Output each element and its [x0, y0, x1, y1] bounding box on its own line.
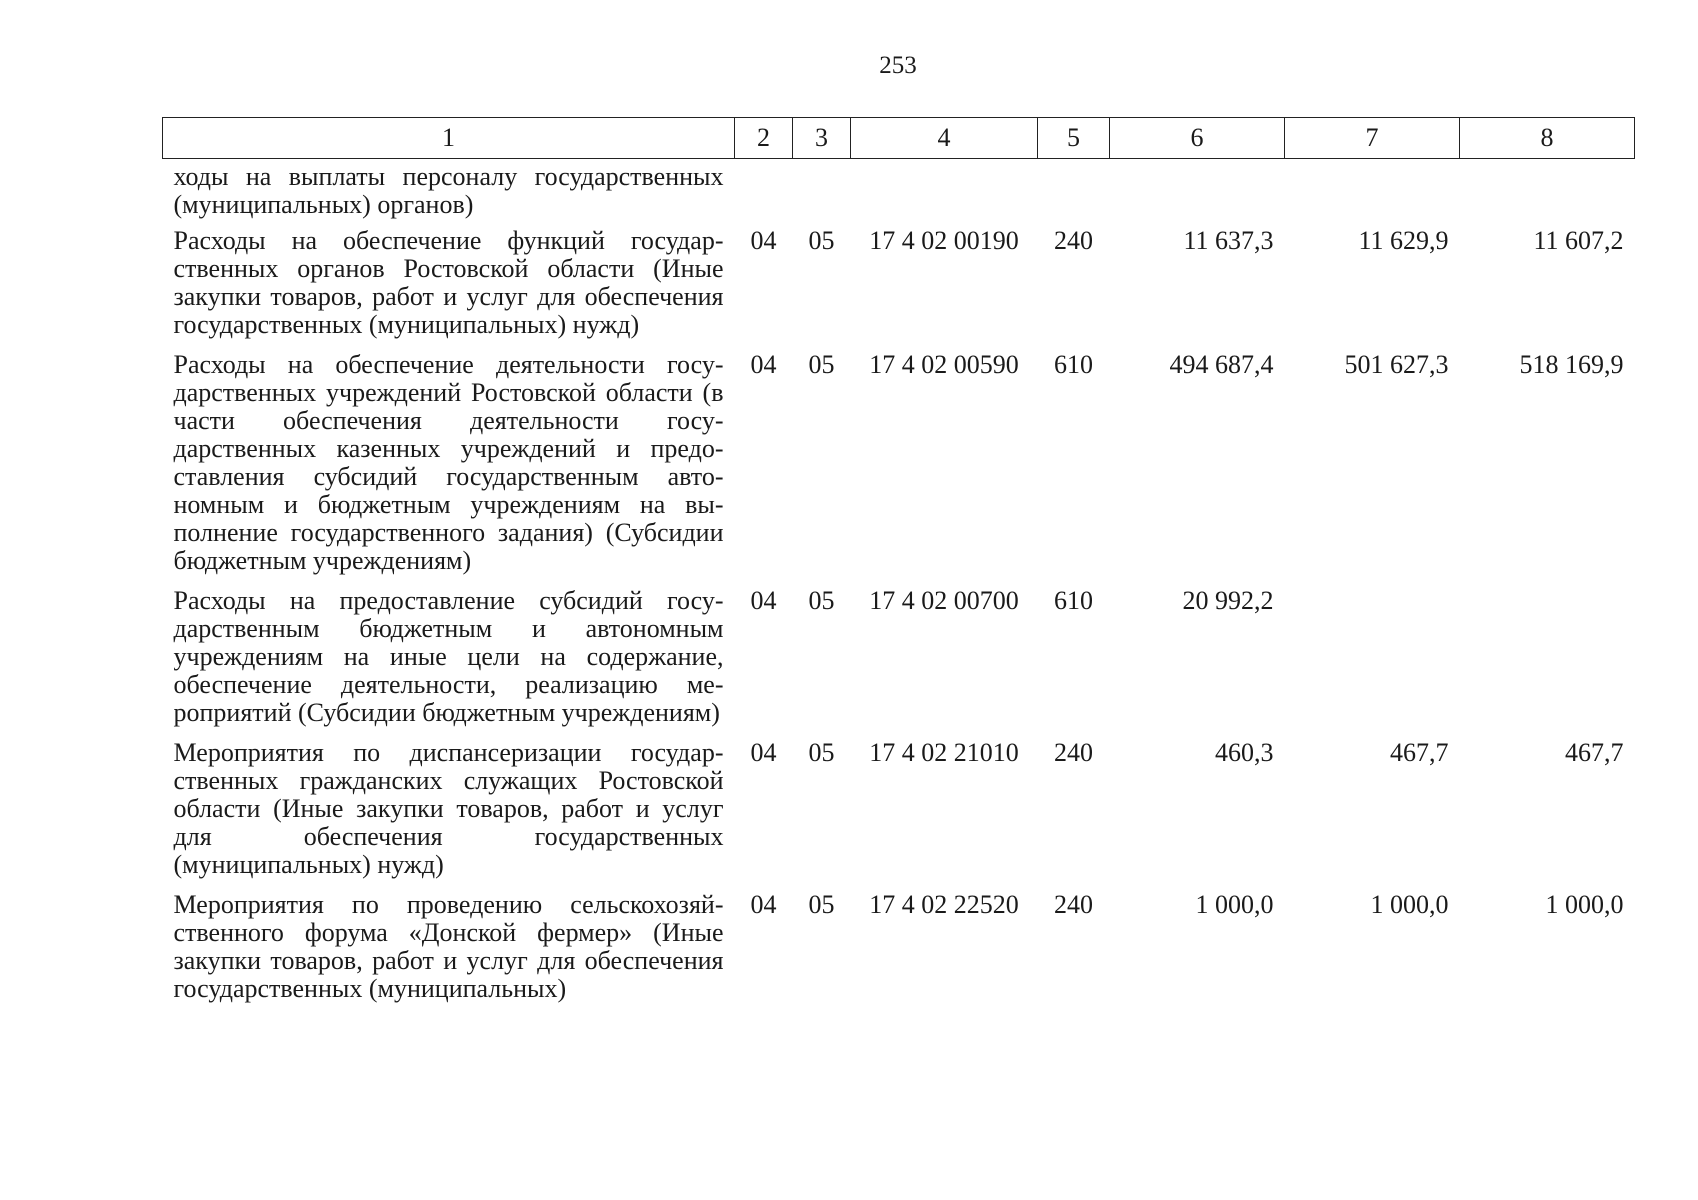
row-amount-year2: 501 627,3: [1344, 350, 1449, 379]
table-row-continued: [163, 159, 1635, 228]
column-header: 8: [1460, 118, 1635, 159]
row-description: Расходы на предоставление субсидий государственным бюджетным и автономным учреждениям на иные цели на содержание, обеспечение деятельности, реализацию мероприятий (Субсидии бюджетным учреждениям): [173, 586, 724, 727]
row-subsection-code: 05: [808, 350, 835, 379]
budget-table: [162, 117, 1635, 1015]
row-target-article: 17 4 02 00190: [869, 226, 1019, 255]
row-subsection-code: 05: [808, 226, 835, 255]
row-section-code: 04: [750, 586, 777, 615]
row-target-article: 17 4 02 22520: [869, 890, 1019, 919]
row-section-code: 04: [750, 350, 777, 379]
row-description: Расходы на обеспечение деятельности государственных учреждений Ростовской области (в части обеспечения деятельности государственных казенных учреждений и предоставления субсидий государственным автономным и бюджетным учреждениям на выполнение государственного задания) (Субсидии бюджетным учреждениям): [173, 350, 724, 575]
row-expense-type: 610: [1054, 586, 1093, 615]
row-section-code: 04: [750, 738, 777, 767]
row-amount-year1: 494 687,4: [1169, 350, 1274, 379]
row-amount-year2: 11 629,9: [1358, 226, 1449, 255]
row-target-article: 17 4 02 00700: [869, 586, 1019, 615]
row-expense-type: 240: [1054, 738, 1093, 767]
column-header: 3: [793, 118, 851, 159]
row-subsection-code: 05: [808, 738, 835, 767]
column-header: 6: [1110, 118, 1285, 159]
row-amount-year2: 467,7: [1390, 738, 1449, 767]
row-description: ходы на выплаты персоналу государственных (муниципальных) органов): [173, 162, 724, 219]
table-row: [163, 587, 1635, 739]
row-expense-type: 240: [1054, 890, 1093, 919]
row-description: Расходы на обеспечение функций государственных органов Ростовской области (Иные закупки товаров, работ и услуг для обеспечения государственных (муниципальных) нужд): [173, 226, 724, 339]
table-row: [163, 227, 1635, 351]
row-section-code: 04: [750, 226, 777, 255]
row-amount-year1: 20 992,2: [1182, 586, 1274, 615]
column-header: 7: [1285, 118, 1460, 159]
row-description: Мероприятия по диспансеризации государственных гражданских служащих Ростовской области (Иные закупки товаров, работ и услуг для обеспечения государственных (муниципальных) нужд): [173, 738, 724, 879]
row-subsection-code: 05: [808, 586, 835, 615]
page-number: 253: [879, 52, 917, 79]
row-target-article: 17 4 02 00590: [869, 350, 1019, 379]
row-subsection-code: 05: [808, 890, 835, 919]
row-expense-type: 610: [1054, 350, 1093, 379]
column-header: 2: [735, 118, 793, 159]
row-amount-year3: 11 607,2: [1533, 226, 1624, 255]
row-amount-year1: 11 637,3: [1183, 226, 1274, 255]
row-expense-type: 240: [1054, 226, 1093, 255]
row-amount-year1: 460,3: [1215, 738, 1274, 767]
row-section-code: 04: [750, 890, 777, 919]
row-amount-year3: 1 000,0: [1545, 890, 1624, 919]
table-row: [163, 739, 1635, 891]
row-amount-year3: 467,7: [1565, 738, 1624, 767]
table-row: [163, 891, 1635, 1015]
row-target-article: 17 4 02 21010: [869, 738, 1019, 767]
row-amount-year2: 1 000,0: [1370, 890, 1449, 919]
row-description: Мероприятия по проведению сельскохозяйственного форума «Донской фермер» (Иные закупки товаров, работ и услуг для обеспечения государственных (муниципальных): [173, 890, 724, 1003]
table-row: [163, 351, 1635, 587]
column-header: 5: [1038, 118, 1110, 159]
row-amount-year3: 518 169,9: [1519, 350, 1624, 379]
table-header-row: [163, 118, 1635, 159]
row-amount-year2: [1285, 587, 1460, 739]
row-amount-year1: 1 000,0: [1195, 890, 1274, 919]
column-header: 4: [851, 118, 1038, 159]
column-header: 1: [163, 118, 735, 159]
row-amount-year3: [1460, 587, 1635, 739]
